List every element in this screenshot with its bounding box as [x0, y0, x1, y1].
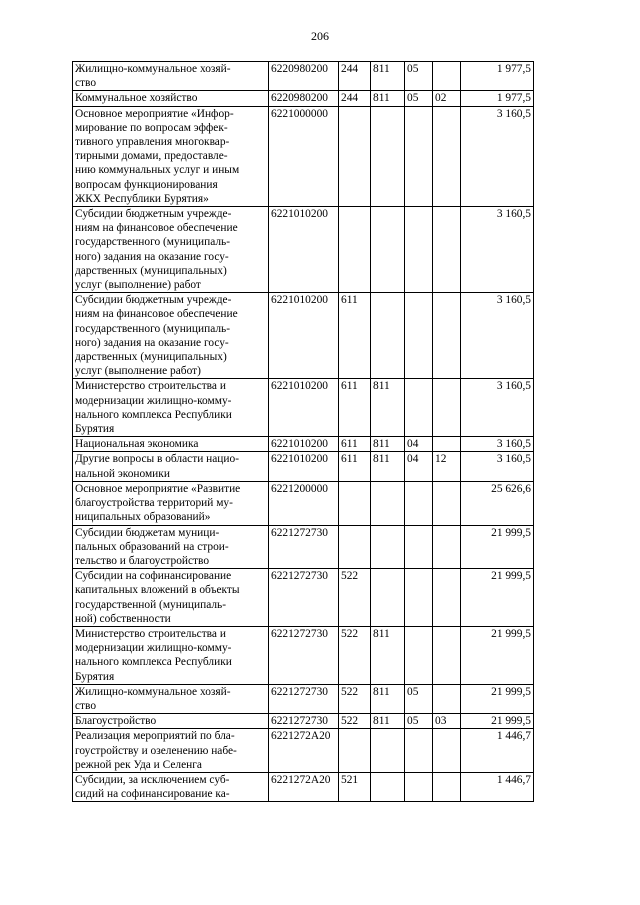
- item-name-cell: [73, 91, 269, 106]
- subsection-cell: [433, 293, 461, 379]
- expense-type-cell: 522: [339, 569, 371, 627]
- section-cell: [405, 379, 433, 437]
- target-code-cell: 6221272730: [269, 626, 339, 684]
- subsection-cell: [433, 379, 461, 437]
- expense-type-cell: 244: [339, 62, 371, 91]
- item-name-line: Национальная экономика: [75, 438, 199, 451]
- item-name-cell: [73, 437, 269, 452]
- item-name-line: Субсидии на софинансирование: [75, 570, 232, 583]
- item-name-line: благоустройства территорий му-: [75, 497, 233, 510]
- table-row: [73, 684, 534, 713]
- amount-cell: 1 977,5: [461, 62, 534, 91]
- expense-type-cell: [339, 729, 371, 773]
- target-code-cell: 6220980200: [269, 62, 339, 91]
- target-code-cell: 6221272730: [269, 525, 339, 569]
- expense-type-cell: 522: [339, 626, 371, 684]
- administrator-cell: [371, 525, 405, 569]
- subsection-cell: [433, 481, 461, 525]
- table-row: [73, 91, 534, 106]
- item-name-line: Коммунальное хозяйство: [75, 92, 198, 105]
- subsection-cell: [433, 207, 461, 293]
- item-name-line: ство: [75, 77, 97, 90]
- table-row: [73, 62, 534, 91]
- item-name-line: нального комплекса Республики: [75, 656, 232, 669]
- section-cell: [405, 772, 433, 801]
- administrator-cell: 811: [371, 626, 405, 684]
- item-name-line: дарственных (муниципальных): [75, 264, 227, 277]
- item-name-line: Субсидии бюджетным учрежде-: [75, 294, 232, 307]
- table-row: [73, 481, 534, 525]
- item-name-line: Основное мероприятие «Инфор-: [75, 107, 234, 120]
- section-cell: 05: [405, 684, 433, 713]
- item-name-line: тивного управления многоквар-: [75, 136, 230, 149]
- item-name-line: ниям на финансовое обеспечение: [75, 222, 238, 235]
- item-name-cell: [73, 729, 269, 773]
- item-name-cell: [73, 452, 269, 481]
- item-name-line: Субсидии, за исключением суб-: [75, 773, 230, 786]
- target-code-cell: 6221000000: [269, 106, 339, 206]
- item-name-line: Министерство строительства и: [75, 627, 226, 640]
- item-name-line: пальных образований на строи-: [75, 540, 229, 553]
- item-name-line: ЖКХ Республики Бурятия»: [75, 192, 209, 205]
- administrator-cell: 811: [371, 91, 405, 106]
- section-cell: [405, 729, 433, 773]
- administrator-cell: 811: [371, 62, 405, 91]
- amount-cell: 3 160,5: [461, 452, 534, 481]
- item-name-line: ного) задания на оказание госу-: [75, 336, 229, 349]
- item-name-cell: [73, 684, 269, 713]
- administrator-cell: 811: [371, 684, 405, 713]
- section-cell: 05: [405, 62, 433, 91]
- table-row: [73, 379, 534, 437]
- subsection-cell: [433, 626, 461, 684]
- item-name-line: ного) задания на оказание госу-: [75, 250, 229, 263]
- target-code-cell: 6221272А20: [269, 772, 339, 801]
- target-code-cell: 6221010200: [269, 293, 339, 379]
- table-row: [73, 106, 534, 206]
- item-name-line: режной рек Уда и Селенга: [75, 758, 202, 771]
- item-name-line: Субсидии бюджетным учрежде-: [75, 208, 232, 221]
- item-name-line: Благоустройство: [75, 715, 157, 728]
- target-code-cell: 6221272А20: [269, 729, 339, 773]
- section-cell: 05: [405, 91, 433, 106]
- amount-cell: 21 999,5: [461, 684, 534, 713]
- item-name-line: ниям на финансовое обеспечение: [75, 308, 238, 321]
- item-name-line: государственного (муниципаль-: [75, 236, 231, 249]
- item-name-line: Жилищно-коммунальное хозяй-: [75, 685, 231, 698]
- subsection-cell: [433, 569, 461, 627]
- subsection-cell: [433, 437, 461, 452]
- expense-type-cell: [339, 525, 371, 569]
- table-row: [73, 729, 534, 773]
- amount-cell: 1 446,7: [461, 729, 534, 773]
- section-cell: [405, 106, 433, 206]
- administrator-cell: [371, 481, 405, 525]
- section-cell: [405, 207, 433, 293]
- item-name-cell: [73, 293, 269, 379]
- target-code-cell: 6221272730: [269, 684, 339, 713]
- item-name-line: модернизации жилищно-комму-: [75, 394, 232, 407]
- subsection-cell: 12: [433, 452, 461, 481]
- amount-cell: 3 160,5: [461, 106, 534, 206]
- expense-type-cell: [339, 481, 371, 525]
- item-name-line: нию коммунальных услуг и иным: [75, 164, 240, 177]
- table-row: [73, 569, 534, 627]
- item-name-line: Основное мероприятие «Развитие: [75, 482, 241, 495]
- item-name-line: капитальных вложений в объекты: [75, 584, 240, 597]
- amount-cell: 3 160,5: [461, 379, 534, 437]
- section-cell: [405, 293, 433, 379]
- item-name-cell: [73, 772, 269, 801]
- item-name-line: государственной (муниципаль-: [75, 598, 227, 611]
- item-name-cell: [73, 569, 269, 627]
- table-row: [73, 626, 534, 684]
- item-name-line: Бурятия: [75, 670, 115, 683]
- item-name-line: вопросам функционирования: [75, 178, 218, 191]
- item-name-line: нального комплекса Республики: [75, 408, 232, 421]
- item-name-line: сидий на софинансирование ка-: [75, 788, 230, 801]
- item-name-cell: [73, 714, 269, 729]
- item-name-line: Реализация мероприятий по бла-: [75, 730, 235, 743]
- item-name-cell: [73, 106, 269, 206]
- expense-type-cell: 244: [339, 91, 371, 106]
- target-code-cell: 6221272730: [269, 714, 339, 729]
- amount-cell: 25 626,6: [461, 481, 534, 525]
- subsection-cell: [433, 62, 461, 91]
- item-name-line: государственного (муниципаль-: [75, 322, 231, 335]
- item-name-line: гоустройству и озеленению набе-: [75, 744, 237, 757]
- table-row: [73, 714, 534, 729]
- expense-type-cell: 611: [339, 293, 371, 379]
- item-name-line: тирными домами, предоставле-: [75, 150, 228, 163]
- amount-cell: 21 999,5: [461, 714, 534, 729]
- section-cell: [405, 569, 433, 627]
- target-code-cell: 6221200000: [269, 481, 339, 525]
- budget-table-body: [73, 62, 534, 802]
- item-name-line: услуг (выполнение) работ: [75, 279, 201, 292]
- target-code-cell: 6221010200: [269, 437, 339, 452]
- section-cell: 04: [405, 437, 433, 452]
- subsection-cell: [433, 525, 461, 569]
- expense-type-cell: 611: [339, 437, 371, 452]
- target-code-cell: 6221272730: [269, 569, 339, 627]
- section-cell: [405, 525, 433, 569]
- page-number: 206: [311, 29, 329, 43]
- subsection-cell: [433, 684, 461, 713]
- item-name-line: Жилищно-коммунальное хозяй-: [75, 63, 231, 75]
- amount-cell: 1 977,5: [461, 91, 534, 106]
- item-name-line: мирование по вопросам эффек-: [75, 121, 228, 134]
- administrator-cell: [371, 293, 405, 379]
- administrator-cell: 811: [371, 452, 405, 481]
- target-code-cell: 6221010200: [269, 452, 339, 481]
- administrator-cell: [371, 772, 405, 801]
- table-row: [73, 525, 534, 569]
- expense-type-cell: 521: [339, 772, 371, 801]
- section-cell: [405, 626, 433, 684]
- item-name-line: тельство и благоустройство: [75, 554, 210, 567]
- item-name-cell: [73, 626, 269, 684]
- item-name-line: услуг (выполнение работ): [75, 365, 201, 378]
- amount-cell: 3 160,5: [461, 207, 534, 293]
- amount-cell: 1 446,7: [461, 772, 534, 801]
- table-row: [73, 452, 534, 481]
- subsection-cell: [433, 106, 461, 206]
- section-cell: [405, 481, 433, 525]
- amount-cell: 3 160,5: [461, 293, 534, 379]
- item-name-line: нальной экономики: [75, 467, 170, 480]
- administrator-cell: [371, 106, 405, 206]
- administrator-cell: 811: [371, 437, 405, 452]
- item-name-cell: [73, 525, 269, 569]
- administrator-cell: [371, 207, 405, 293]
- amount-cell: 21 999,5: [461, 626, 534, 684]
- administrator-cell: 811: [371, 714, 405, 729]
- section-cell: 04: [405, 452, 433, 481]
- item-name-cell: [73, 207, 269, 293]
- item-name-line: Министерство строительства и: [75, 380, 226, 393]
- amount-cell: 21 999,5: [461, 525, 534, 569]
- table-row: [73, 437, 534, 452]
- subsection-cell: [433, 772, 461, 801]
- item-name-cell: [73, 62, 269, 91]
- item-name-line: Другие вопросы в области нацио-: [75, 453, 239, 466]
- item-name-cell: [73, 481, 269, 525]
- target-code-cell: 6220980200: [269, 91, 339, 106]
- item-name-line: модернизации жилищно-комму-: [75, 642, 232, 655]
- expense-type-cell: 522: [339, 714, 371, 729]
- table-row: [73, 293, 534, 379]
- amount-cell: 21 999,5: [461, 569, 534, 627]
- expense-type-cell: 611: [339, 452, 371, 481]
- item-name-line: Бурятия: [75, 423, 115, 436]
- item-name-line: Субсидии бюджетам муници-: [75, 526, 220, 539]
- item-name-cell: [73, 379, 269, 437]
- item-name-line: ниципальных образований»: [75, 511, 211, 524]
- expense-type-cell: 611: [339, 379, 371, 437]
- expense-type-cell: [339, 106, 371, 206]
- table-row: [73, 207, 534, 293]
- subsection-cell: 03: [433, 714, 461, 729]
- item-name-line: ство: [75, 699, 97, 712]
- section-cell: 05: [405, 714, 433, 729]
- table-row: [73, 772, 534, 801]
- administrator-cell: 811: [371, 379, 405, 437]
- administrator-cell: [371, 569, 405, 627]
- item-name-line: ной) собственности: [75, 612, 171, 625]
- budget-table: [72, 61, 534, 802]
- expense-type-cell: 522: [339, 684, 371, 713]
- subsection-cell: [433, 729, 461, 773]
- administrator-cell: [371, 729, 405, 773]
- subsection-cell: 02: [433, 91, 461, 106]
- target-code-cell: 6221010200: [269, 207, 339, 293]
- target-code-cell: 6221010200: [269, 379, 339, 437]
- item-name-line: дарственных (муниципальных): [75, 351, 227, 364]
- amount-cell: 3 160,5: [461, 437, 534, 452]
- expense-type-cell: [339, 207, 371, 293]
